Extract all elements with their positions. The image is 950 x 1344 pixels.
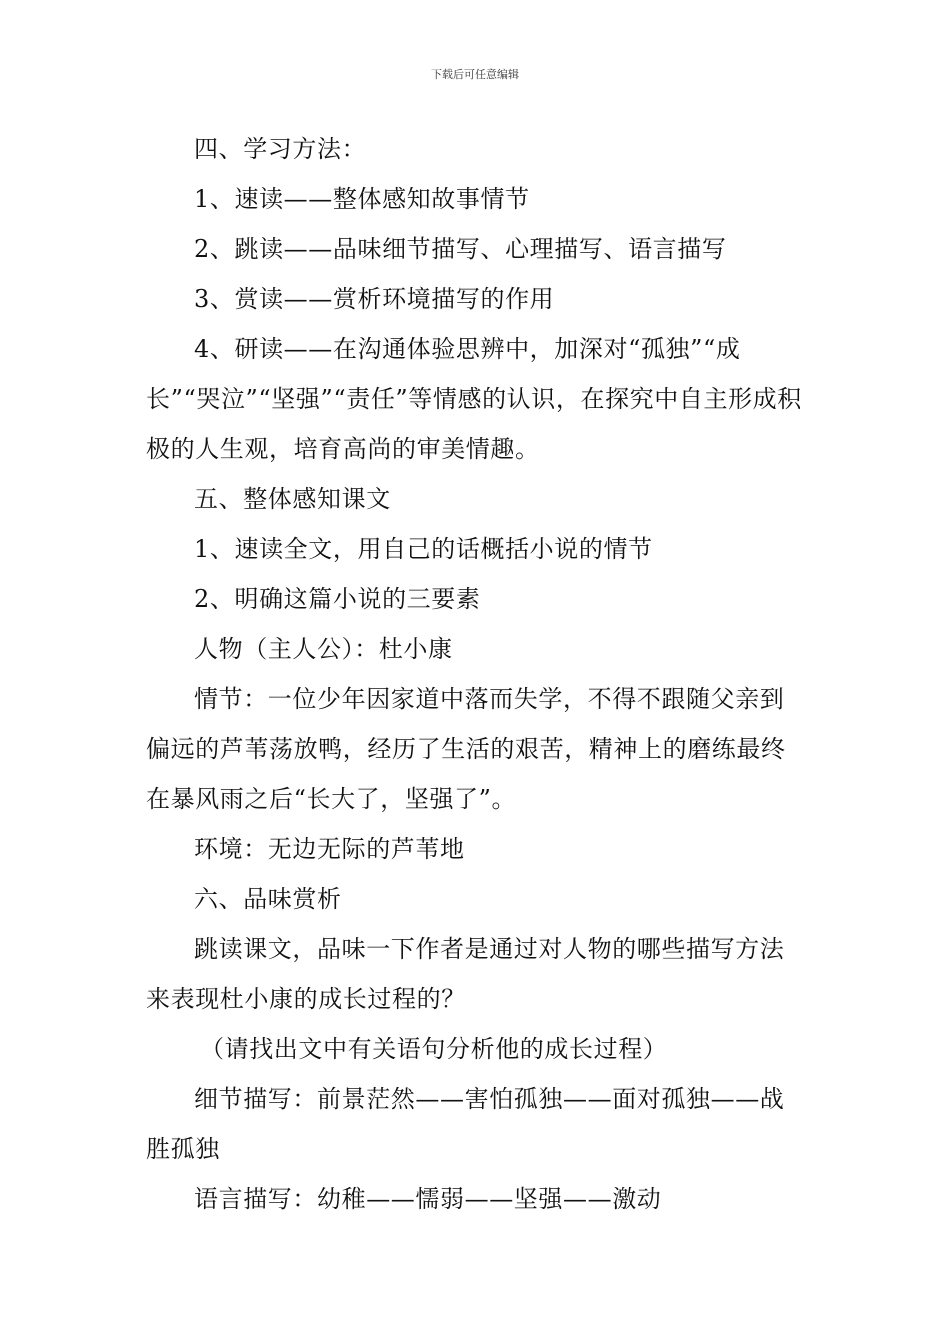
overview-item-1: 1、速读全文，用自己的话概括小说的情节 xyxy=(194,535,653,563)
section-heading-methods: 四、学习方法： xyxy=(194,135,367,163)
element-character: 人物（主人公）：杜小康 xyxy=(194,635,453,663)
method-item-2: 2、跳读——品味细节描写、心理描写、语言描写 xyxy=(194,235,727,263)
element-plot: 情节：一位少年因家道中落而失学，不得不跟随父亲到偏远的芦苇荡放鸭，经历了生活的艰苦，精神上的磨练最终在暴风雨之后“长大了，坚强了”。 xyxy=(146,685,786,813)
method-item-3: 3、赏读——赏析环境描写的作用 xyxy=(194,285,555,313)
detail-description: 细节描写：前景茫然——害怕孤独——面对孤独——战胜孤独 xyxy=(146,1085,785,1163)
document-body xyxy=(146,124,806,1224)
language-description: 语言描写：幼稚——懦弱——坚强——激动 xyxy=(194,1185,662,1213)
section-heading-analysis: 六、品味赏析 xyxy=(194,885,342,913)
page-header: 下载后可任意编辑 xyxy=(431,68,519,81)
analysis-instruction: （请找出文中有关语句分析他的成长过程） xyxy=(200,1035,668,1063)
method-item-1: 1、速读——整体感知故事情节 xyxy=(194,185,530,213)
element-setting: 环境：无边无际的芦苇地 xyxy=(194,835,465,863)
section-heading-overview: 五、整体感知课文 xyxy=(194,485,391,513)
overview-item-2: 2、明确这篇小说的三要素 xyxy=(194,585,481,613)
analysis-question: 跳读课文，品味一下作者是通过对人物的哪些描写方法来表现杜小康的成长过程的？ xyxy=(146,935,785,1013)
method-item-4: 4、研读——在沟通体验思辨中，加深对“孤独”“成长”“哭泣”“坚强”“责任”等情感的认识，在探究中自主形成积极的人生观，培育高尚的审美情趣。 xyxy=(146,335,802,463)
